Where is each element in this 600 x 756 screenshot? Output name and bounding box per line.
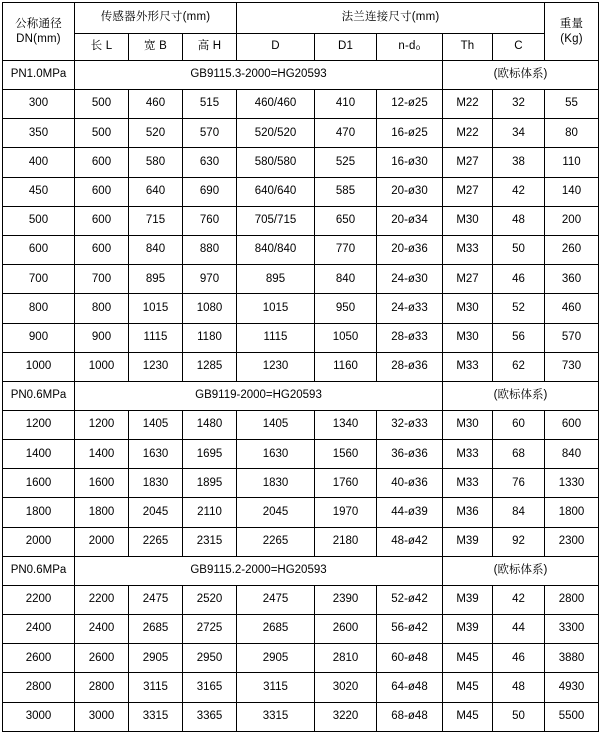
cell-th: M33 [443, 469, 493, 498]
cell-length: 1400 [75, 440, 129, 469]
cell-height: 2725 [183, 615, 237, 644]
cell-width: 2265 [129, 527, 183, 556]
header-weight-line1: 重量 [559, 18, 584, 31]
cell-height: 760 [183, 206, 237, 235]
cell-d1: 1050 [315, 323, 377, 352]
header-length: 长 L [75, 34, 129, 61]
cell-th: M30 [443, 323, 493, 352]
cell-c: 56 [493, 323, 545, 352]
header-dn [3, 3, 75, 61]
cell-d: 3115 [237, 673, 315, 702]
header-dn-line2: DN(mm) [16, 32, 61, 45]
header-d1: D1 [315, 34, 377, 61]
cell-width: 1630 [129, 440, 183, 469]
table-row [3, 294, 599, 323]
cell-th: M33 [443, 352, 493, 381]
cell-d: 2475 [237, 585, 315, 614]
section-header-row [3, 61, 599, 90]
cell-bolt-holes: 36-ø36 [377, 440, 443, 469]
cell-c: 44 [493, 615, 545, 644]
table-row [3, 498, 599, 527]
cell-length: 3000 [75, 702, 129, 731]
cell-dn: 2600 [3, 644, 75, 673]
cell-length: 500 [75, 90, 129, 119]
cell-dn: 450 [3, 177, 75, 206]
cell-d: 1230 [237, 352, 315, 381]
cell-d1: 3020 [315, 673, 377, 702]
cell-d1: 1160 [315, 352, 377, 381]
section-standard: GB9115.3-2000=HG20593 [75, 61, 443, 90]
cell-d1: 2180 [315, 527, 377, 556]
cell-th: M22 [443, 119, 493, 148]
cell-c: 46 [493, 644, 545, 673]
cell-width: 640 [129, 177, 183, 206]
cell-dn: 600 [3, 235, 75, 264]
cell-c: 42 [493, 585, 545, 614]
cell-bolt-holes: 20-ø30 [377, 177, 443, 206]
cell-th: M45 [443, 702, 493, 731]
header-group-flange: 法兰连接尺寸(mm) [237, 3, 545, 34]
cell-length: 2200 [75, 585, 129, 614]
table-row [3, 440, 599, 469]
cell-width: 1830 [129, 469, 183, 498]
cell-c: 76 [493, 469, 545, 498]
cell-width: 715 [129, 206, 183, 235]
header-d: D [237, 34, 315, 61]
section-standard: GB9119-2000=HG20593 [75, 381, 443, 410]
header-c: C [493, 34, 545, 61]
cell-weight: 360 [545, 265, 599, 294]
cell-bolt-holes: 60-ø48 [377, 644, 443, 673]
cell-dn: 700 [3, 265, 75, 294]
header-height: 高 H [183, 34, 237, 61]
cell-th: M30 [443, 206, 493, 235]
cell-bolt-holes: 64-ø48 [377, 673, 443, 702]
cell-dn: 1200 [3, 410, 75, 439]
cell-length: 700 [75, 265, 129, 294]
cell-bolt-holes: 52-ø42 [377, 585, 443, 614]
cell-weight: 1330 [545, 469, 599, 498]
cell-height: 2950 [183, 644, 237, 673]
header-row-top [3, 3, 599, 34]
cell-d1: 1970 [315, 498, 377, 527]
cell-c: 32 [493, 90, 545, 119]
section-note: (欧标体系) [443, 556, 599, 585]
cell-d: 1630 [237, 440, 315, 469]
cell-c: 48 [493, 673, 545, 702]
table-row [3, 119, 599, 148]
cell-weight: 460 [545, 294, 599, 323]
cell-th: M27 [443, 148, 493, 177]
cell-dn: 350 [3, 119, 75, 148]
cell-length: 2400 [75, 615, 129, 644]
dimensions-table [2, 2, 599, 732]
cell-weight: 55 [545, 90, 599, 119]
cell-bolt-holes: 24-ø33 [377, 294, 443, 323]
cell-d: 1015 [237, 294, 315, 323]
section-pressure: PN1.0MPa [3, 61, 75, 90]
cell-d1: 585 [315, 177, 377, 206]
cell-width: 2905 [129, 644, 183, 673]
cell-length: 600 [75, 148, 129, 177]
cell-bolt-holes: 20-ø34 [377, 206, 443, 235]
table-row [3, 644, 599, 673]
cell-dn: 1000 [3, 352, 75, 381]
cell-weight: 2800 [545, 585, 599, 614]
cell-weight: 110 [545, 148, 599, 177]
table-row [3, 585, 599, 614]
cell-c: 42 [493, 177, 545, 206]
cell-height: 1180 [183, 323, 237, 352]
table-row [3, 615, 599, 644]
cell-width: 3315 [129, 702, 183, 731]
cell-d: 895 [237, 265, 315, 294]
cell-weight: 5500 [545, 702, 599, 731]
cell-d1: 1560 [315, 440, 377, 469]
cell-width: 460 [129, 90, 183, 119]
cell-length: 900 [75, 323, 129, 352]
cell-weight: 80 [545, 119, 599, 148]
cell-weight: 260 [545, 235, 599, 264]
cell-c: 50 [493, 235, 545, 264]
header-dn-line1: 公称通径 [15, 18, 62, 31]
cell-th: M22 [443, 90, 493, 119]
cell-weight: 3880 [545, 644, 599, 673]
cell-weight: 2300 [545, 527, 599, 556]
cell-th: M27 [443, 177, 493, 206]
cell-width: 840 [129, 235, 183, 264]
cell-length: 1200 [75, 410, 129, 439]
cell-c: 52 [493, 294, 545, 323]
cell-length: 600 [75, 206, 129, 235]
cell-height: 2315 [183, 527, 237, 556]
cell-weight: 840 [545, 440, 599, 469]
cell-d: 580/580 [237, 148, 315, 177]
cell-dn: 1600 [3, 469, 75, 498]
cell-d1: 650 [315, 206, 377, 235]
cell-width: 1405 [129, 410, 183, 439]
cell-width: 3115 [129, 673, 183, 702]
cell-dn: 300 [3, 90, 75, 119]
cell-bolt-holes: 68-ø48 [377, 702, 443, 731]
cell-dn: 3000 [3, 702, 75, 731]
table-row [3, 177, 599, 206]
cell-d: 2905 [237, 644, 315, 673]
cell-c: 50 [493, 702, 545, 731]
cell-d: 2685 [237, 615, 315, 644]
cell-dn: 900 [3, 323, 75, 352]
cell-weight: 600 [545, 410, 599, 439]
table-row [3, 673, 599, 702]
cell-height: 2110 [183, 498, 237, 527]
cell-width: 520 [129, 119, 183, 148]
cell-th: M45 [443, 673, 493, 702]
cell-width: 580 [129, 148, 183, 177]
section-header-row [3, 556, 599, 585]
table-body [3, 61, 599, 732]
cell-c: 48 [493, 206, 545, 235]
cell-d: 640/640 [237, 177, 315, 206]
cell-c: 62 [493, 352, 545, 381]
table-row [3, 527, 599, 556]
cell-d1: 770 [315, 235, 377, 264]
cell-th: M33 [443, 235, 493, 264]
cell-width: 1230 [129, 352, 183, 381]
cell-length: 2000 [75, 527, 129, 556]
cell-height: 630 [183, 148, 237, 177]
cell-d: 1830 [237, 469, 315, 498]
cell-dn: 500 [3, 206, 75, 235]
cell-height: 970 [183, 265, 237, 294]
cell-height: 1895 [183, 469, 237, 498]
cell-th: M27 [443, 265, 493, 294]
cell-d1: 1340 [315, 410, 377, 439]
cell-bolt-holes: 44-ø39 [377, 498, 443, 527]
table-row [3, 702, 599, 731]
cell-d: 1115 [237, 323, 315, 352]
cell-length: 600 [75, 235, 129, 264]
header-weight [545, 3, 599, 61]
cell-th: M45 [443, 644, 493, 673]
section-pressure: PN0.6MPa [3, 556, 75, 585]
cell-weight: 4930 [545, 673, 599, 702]
cell-c: 60 [493, 410, 545, 439]
cell-c: 84 [493, 498, 545, 527]
header-bolt-holes: n-d₀ [377, 34, 443, 61]
table-row [3, 352, 599, 381]
cell-dn: 400 [3, 148, 75, 177]
cell-c: 92 [493, 527, 545, 556]
cell-height: 1080 [183, 294, 237, 323]
cell-height: 2520 [183, 585, 237, 614]
cell-d1: 410 [315, 90, 377, 119]
cell-weight: 570 [545, 323, 599, 352]
cell-length: 2600 [75, 644, 129, 673]
cell-c: 46 [493, 265, 545, 294]
cell-c: 34 [493, 119, 545, 148]
cell-d1: 840 [315, 265, 377, 294]
cell-bolt-holes: 28-ø33 [377, 323, 443, 352]
cell-d: 1405 [237, 410, 315, 439]
table-row [3, 410, 599, 439]
section-note: (欧标体系) [443, 381, 599, 410]
table-header [3, 3, 599, 61]
cell-width: 2475 [129, 585, 183, 614]
cell-width: 1115 [129, 323, 183, 352]
cell-height: 690 [183, 177, 237, 206]
cell-d: 705/715 [237, 206, 315, 235]
cell-width: 2045 [129, 498, 183, 527]
cell-d1: 2390 [315, 585, 377, 614]
cell-length: 800 [75, 294, 129, 323]
cell-d: 2045 [237, 498, 315, 527]
cell-bolt-holes: 48-ø42 [377, 527, 443, 556]
cell-height: 3365 [183, 702, 237, 731]
cell-length: 1600 [75, 469, 129, 498]
cell-d1: 1760 [315, 469, 377, 498]
cell-bolt-holes: 16-ø30 [377, 148, 443, 177]
section-standard: GB9115.2-2000=HG20593 [75, 556, 443, 585]
cell-d1: 470 [315, 119, 377, 148]
table-row [3, 469, 599, 498]
cell-d: 460/460 [237, 90, 315, 119]
cell-height: 515 [183, 90, 237, 119]
cell-weight: 730 [545, 352, 599, 381]
cell-bolt-holes: 12-ø25 [377, 90, 443, 119]
header-th: Th [443, 34, 493, 61]
cell-d: 520/520 [237, 119, 315, 148]
cell-d1: 2810 [315, 644, 377, 673]
cell-width: 895 [129, 265, 183, 294]
cell-th: M33 [443, 440, 493, 469]
cell-d: 840/840 [237, 235, 315, 264]
cell-th: M39 [443, 615, 493, 644]
cell-length: 600 [75, 177, 129, 206]
cell-bolt-holes: 28-ø36 [377, 352, 443, 381]
cell-bolt-holes: 16-ø25 [377, 119, 443, 148]
cell-d1: 525 [315, 148, 377, 177]
cell-d1: 3220 [315, 702, 377, 731]
section-pressure: PN0.6MPa [3, 381, 75, 410]
cell-th: M36 [443, 498, 493, 527]
cell-d: 2265 [237, 527, 315, 556]
cell-d: 3315 [237, 702, 315, 731]
cell-length: 1000 [75, 352, 129, 381]
header-width: 宽 B [129, 34, 183, 61]
cell-height: 570 [183, 119, 237, 148]
cell-th: M39 [443, 527, 493, 556]
cell-length: 500 [75, 119, 129, 148]
cell-dn: 1800 [3, 498, 75, 527]
cell-dn: 1400 [3, 440, 75, 469]
cell-length: 1800 [75, 498, 129, 527]
cell-weight: 3300 [545, 615, 599, 644]
cell-weight: 1800 [545, 498, 599, 527]
cell-height: 880 [183, 235, 237, 264]
cell-bolt-holes: 40-ø36 [377, 469, 443, 498]
section-header-row [3, 381, 599, 410]
cell-width: 1015 [129, 294, 183, 323]
cell-height: 3165 [183, 673, 237, 702]
cell-dn: 2200 [3, 585, 75, 614]
cell-c: 68 [493, 440, 545, 469]
cell-d1: 950 [315, 294, 377, 323]
cell-th: M30 [443, 294, 493, 323]
cell-weight: 200 [545, 206, 599, 235]
cell-bolt-holes: 20-ø36 [377, 235, 443, 264]
cell-weight: 140 [545, 177, 599, 206]
header-group-sensor: 传感器外形尺寸(mm) [75, 3, 237, 34]
cell-dn: 2400 [3, 615, 75, 644]
cell-bolt-holes: 56-ø42 [377, 615, 443, 644]
table-row [3, 90, 599, 119]
table-row [3, 265, 599, 294]
table-row [3, 323, 599, 352]
header-weight-line2: (Kg) [560, 32, 583, 45]
section-note: (欧标体系) [443, 61, 599, 90]
cell-dn: 800 [3, 294, 75, 323]
cell-width: 2685 [129, 615, 183, 644]
cell-th: M30 [443, 410, 493, 439]
cell-bolt-holes: 24-ø30 [377, 265, 443, 294]
cell-height: 1480 [183, 410, 237, 439]
cell-bolt-holes: 32-ø33 [377, 410, 443, 439]
table-row [3, 206, 599, 235]
header-row-sub [3, 34, 599, 61]
cell-d1: 2600 [315, 615, 377, 644]
cell-dn: 2800 [3, 673, 75, 702]
cell-height: 1285 [183, 352, 237, 381]
table-row [3, 148, 599, 177]
cell-height: 1695 [183, 440, 237, 469]
cell-dn: 2000 [3, 527, 75, 556]
table-row [3, 235, 599, 264]
cell-length: 2800 [75, 673, 129, 702]
cell-c: 38 [493, 148, 545, 177]
cell-th: M39 [443, 585, 493, 614]
